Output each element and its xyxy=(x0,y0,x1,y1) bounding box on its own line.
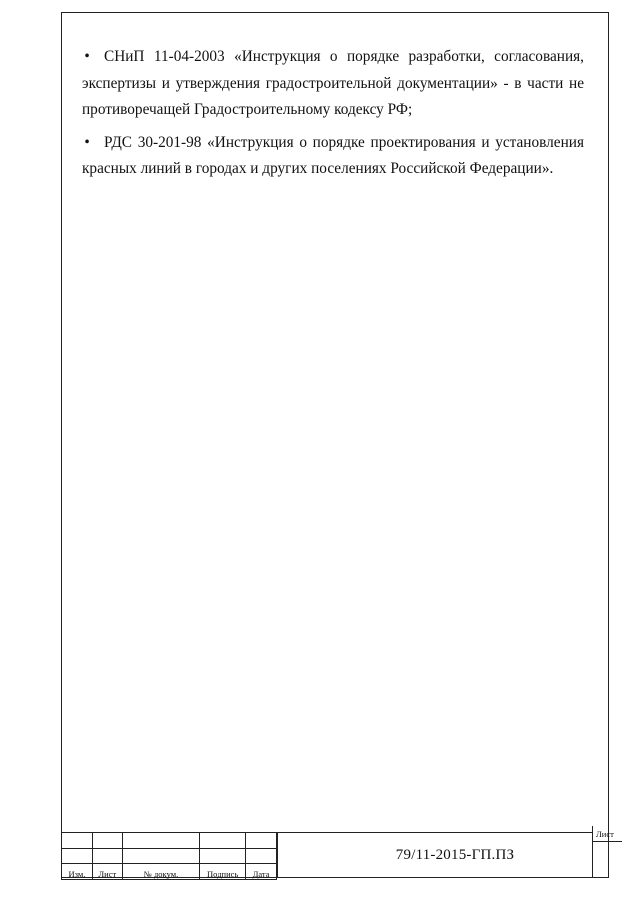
stamp-header-signature: Подпись xyxy=(200,864,246,880)
stamp-header-list: Лист xyxy=(92,864,122,880)
list-item-text: СНиП 11-04-2003 «Инструкция о порядке разработки, согласования, экспертизы и утверждения градостроительной документации» - в части не противоречащей Градостроительному кодексу РФ; xyxy=(82,48,584,118)
sheet-number-cell xyxy=(592,842,610,878)
stamp-cell xyxy=(122,833,199,849)
stamp-cell xyxy=(62,848,93,864)
stamp-cell xyxy=(122,848,199,864)
document-body xyxy=(82,44,584,189)
list-item-text: РДС 30-201-98 «Инструкция о порядке проектирования и установления красных линий в городах и других поселениях Российской Федерации». xyxy=(82,133,584,177)
stamp-cell xyxy=(200,833,246,849)
stamp-row xyxy=(62,833,277,849)
sheet-label: Лист xyxy=(592,826,622,842)
stamp-header-date: Дата xyxy=(246,864,277,880)
stamp-cell xyxy=(246,848,277,864)
stamp-cell xyxy=(92,833,122,849)
stamp-cell xyxy=(92,848,122,864)
document-code: 79/11-2015-ГП.ПЗ xyxy=(277,832,592,878)
stamp-header-izm: Изм. xyxy=(62,864,93,880)
title-block-stamp xyxy=(61,829,614,879)
bullet-marker: • xyxy=(84,48,90,65)
stamp-cell xyxy=(246,833,277,849)
list-item xyxy=(82,130,584,183)
list-item xyxy=(82,44,584,124)
bullet-marker: • xyxy=(84,133,90,151)
stamp-row xyxy=(62,848,277,864)
stamp-cell xyxy=(200,848,246,864)
stamp-cell xyxy=(62,833,93,849)
stamp-grid xyxy=(61,832,277,880)
stamp-header-row xyxy=(62,864,277,880)
stamp-header-doc: № докум. xyxy=(122,864,199,880)
